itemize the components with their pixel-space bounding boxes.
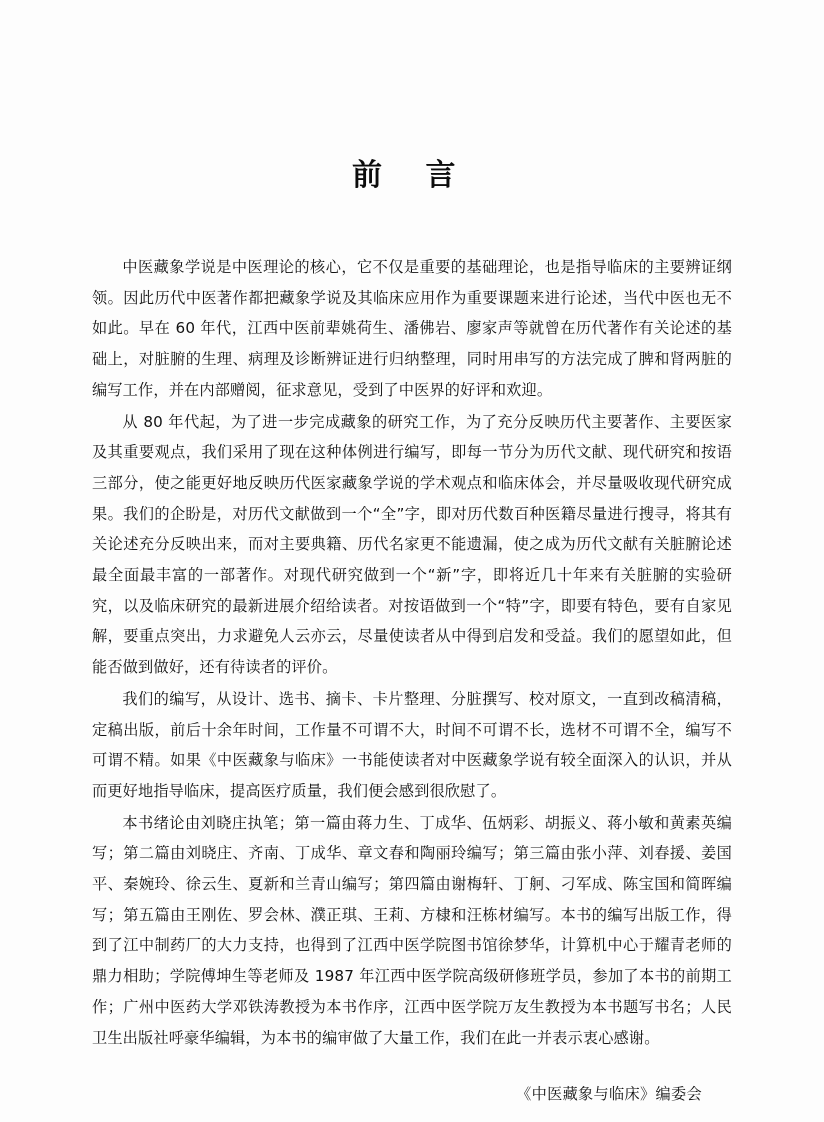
paragraph-1: 中医藏象学说是中医理论的核心，它不仅是重要的基础理论，也是指导临床的主要辨证纲领。因此历代中医著作都把藏象学说及其临床应用作为重要课题来进行论述，当代中医也无不如此。早在 60 年代，江西中医前辈姚荷生、潘佛岩、廖家声等就曾在历代著作有关论述的基础上，对脏腑的生理、病理及诊断辨证进行归纳整理，同时用串写的方法完成了脾和肾两脏的编写工作，并在内部赠阅，征求意见，受到了中医界的好评和欢迎。	[92, 258, 732, 399]
signature: 《中医藏象与临床》编委会	[516, 1085, 702, 1104]
paragraph-3: 我们的编写，从设计、选书、摘卡、卡片整理、分脏撰写、校对原文，一直到改稿清稿，定稿出版，前后十余年时间，工作量不可谓不大，时间不可谓不长，选材不可谓不全，编写不可谓不精。如果《中医藏象与临床》一书能使读者对中医藏象学说有较全面深入的认识，并从而更好地指导临床，提高医疗质量，我们便会感到很欣慰了。	[92, 689, 732, 800]
paragraph-4: 本书绪论由刘晓庄执笔；第一篇由蒋力生、丁成华、伍炳彩、胡振义、蒋小敏和黄素英编写；第二篇由刘晓庄、齐南、丁成华、章文春和陶丽玲编写；第三篇由张小萍、刘春援、姜国平、秦婉玲、徐云生、夏新和兰青山编写；第四篇由谢梅轩、丁舸、刁军成、陈宝国和简晖编写；第五篇由王刚佐、罗会林、濮正琪、王莉、方棣和汪栋材编写。本书的编写出版工作，得到了江中制药厂的大力支持，也得到了江西中医学院图书馆徐梦华，计算机中心于耀青老师的鼎力相助；学院傅坤生等老师及 1987 年江西中医学院高级研修班学员，参加了本书的前期工作；广州中医药大学邓铁涛教授为本书作序，江西中医学院万友生教授为本书题写书名；人民卫生出版社呼豪华编辑，为本书的编审做了大量工作，我们在此一并表示衷心感谢。	[92, 813, 732, 1047]
paragraph-2: 从 80 年代起，为了进一步完成藏象的研究工作，为了充分反映历代主要著作、主要医家及其重要观点，我们采用了现在这种体例进行编写，即每一节分为历代文献、现代研究和按语三部分，使之能更好地反映历代医家藏象学说的学术观点和临床体会，并尽量吸收现代研究成果。我们的企盼是，对历代文献做到一个“全”字，即对历代数百种医籍尽量进行搜寻，将其有关论述充分反映出来，而对主要典籍、历代名家更不能遗漏，使之成为历代文献有关脏腑论述最全面最丰富的一部著作。对现代研究做到一个“新”字，即将近几十年来有关脏腑的实验研究，以及临床研究的最新进展介绍给读者。对按语做到一个“特”字，即要有特色，要有自家见解，要重点突出，力求避免人云亦云，尽量使读者从中得到启发和受益。我们的愿望如此，但能否做到做好，还有待读者的评价。	[92, 412, 732, 677]
page-title: 前 言	[352, 158, 472, 193]
body-text	[92, 252, 732, 1053]
